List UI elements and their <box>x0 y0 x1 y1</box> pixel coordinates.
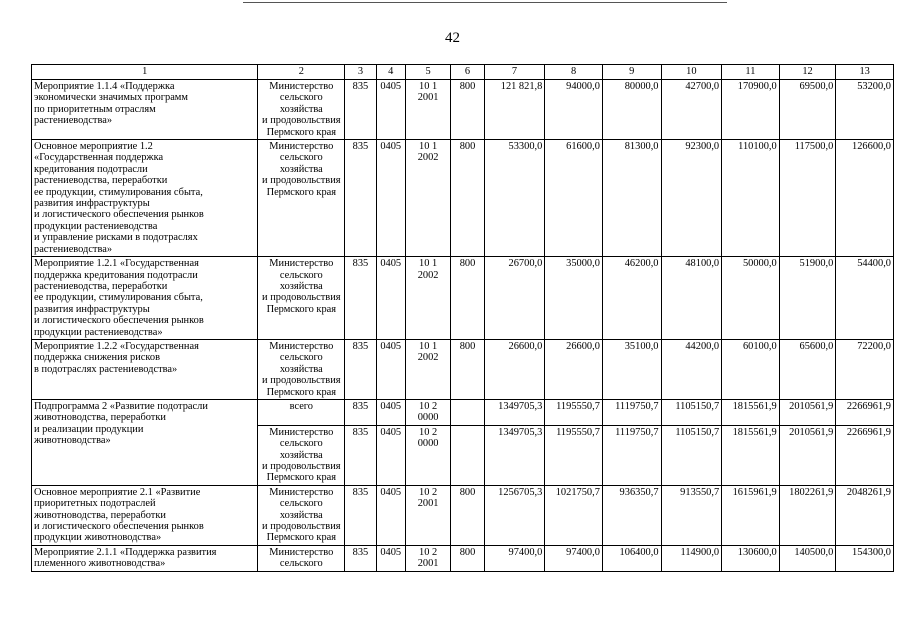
expense-type-cell: 800 <box>451 339 484 399</box>
cell-line: ее продукции, стимулирования сбыта, <box>34 292 203 304</box>
cell-line: 2001 <box>417 558 439 570</box>
cell-line: Основное мероприятие 1.2 <box>34 141 153 153</box>
grbs-code-cell: 835 <box>345 485 376 545</box>
cell-line: Министерство <box>269 546 334 558</box>
amount-cell-7: 1349705,3 <box>484 425 545 485</box>
target-code-cell <box>405 399 450 425</box>
amount-cell-8: 1195550,7 <box>545 425 603 485</box>
activity-name-cell <box>32 257 258 340</box>
budget-table <box>31 64 894 572</box>
cell-line: и продовольствия <box>262 115 341 127</box>
amount-cell-7: 1256705,3 <box>484 485 545 545</box>
amount-cell-13: 126600,0 <box>836 140 894 257</box>
cell-line: продукции растениеводства» <box>34 326 163 338</box>
executor-cell <box>258 485 345 545</box>
amount-cell-7: 121 821,8 <box>484 80 545 140</box>
amount-cell-8: 26600,0 <box>545 339 603 399</box>
cell-line: 0000 <box>417 438 439 450</box>
activity-name-cell <box>32 80 258 140</box>
target-code-cell <box>405 257 450 340</box>
expense-type-cell: 800 <box>451 545 484 571</box>
table-row <box>32 485 894 545</box>
cell-line: Мероприятие 2.1.1 «Поддержка развития <box>34 546 217 558</box>
target-code-cell <box>405 485 450 545</box>
cell-line: кредитования подотрасли <box>34 163 148 175</box>
amount-cell-7: 26700,0 <box>484 257 545 340</box>
cell-line: 10 2 <box>419 546 438 558</box>
amount-cell-13: 53200,0 <box>836 80 894 140</box>
expense-type-cell <box>451 399 484 425</box>
table-row <box>32 339 894 399</box>
cell-line: растениеводства» <box>34 243 113 255</box>
amount-cell-13: 54400,0 <box>836 257 894 340</box>
header-row <box>32 65 894 80</box>
target-code-cell <box>405 425 450 485</box>
cell-line: 10 2 <box>419 426 438 438</box>
cell-line: 2001 <box>417 92 439 104</box>
amount-cell-12: 69500,0 <box>779 80 836 140</box>
grbs-code-cell: 835 <box>345 80 376 140</box>
cell-line: Министерство <box>269 340 334 352</box>
cell-line: хозяйства <box>279 509 323 521</box>
cell-line: хозяйства <box>279 163 323 175</box>
activity-name-cell <box>32 545 258 571</box>
amount-cell-9: 936350,7 <box>602 485 661 545</box>
amount-cell-8: 94000,0 <box>545 80 603 140</box>
cell-line: Министерство <box>269 141 334 153</box>
cell-line: и реализации продукции <box>34 423 144 435</box>
cell-line: поддержка кредитования подотрасли <box>34 269 198 281</box>
cell-line: и логистического обеспечения рынков <box>34 521 204 533</box>
cell-line: сельского <box>279 152 323 164</box>
page-number: 42 <box>445 30 460 46</box>
section-code-cell: 0405 <box>376 545 405 571</box>
cell-line: животноводства» <box>34 435 111 447</box>
amount-cell-11: 1815561,9 <box>722 425 780 485</box>
amount-cell-8: 35000,0 <box>545 257 603 340</box>
cell-line: Мероприятие 1.2.1 «Государственная <box>34 258 199 270</box>
cell-line: сельского <box>279 92 323 104</box>
expense-type-cell: 800 <box>451 257 484 340</box>
cell-line: Пермского края <box>266 386 337 398</box>
section-code-cell: 0405 <box>376 339 405 399</box>
grbs-code-cell: 835 <box>345 425 376 485</box>
cell-line: развития инфраструктуры <box>34 303 150 315</box>
cell-line: Пермского края <box>266 186 337 198</box>
cell-line: сельского <box>279 438 323 450</box>
section-code-cell: 0405 <box>376 399 405 425</box>
cell-line: Пермского края <box>266 126 337 138</box>
section-code-cell: 0405 <box>376 80 405 140</box>
amount-cell-10: 1105150,7 <box>661 399 722 425</box>
cell-line: и продовольствия <box>262 292 341 304</box>
cell-line: сельского <box>279 269 323 281</box>
section-code-cell: 0405 <box>376 425 405 485</box>
cell-line: растениеводства, переработки <box>34 175 168 187</box>
cell-line: и управление рисками в подотраслях <box>34 232 198 244</box>
amount-cell-9: 80000,0 <box>602 80 661 140</box>
amount-cell-10: 114900,0 <box>661 545 722 571</box>
cell-line: 10 1 <box>419 340 438 352</box>
cell-line: 0000 <box>417 412 439 424</box>
cell-line: и продовольствия <box>262 521 341 533</box>
cell-line: экономически значимых программ <box>34 92 188 104</box>
column-number-3: 3 <box>345 65 376 80</box>
amount-cell-8: 1195550,7 <box>545 399 603 425</box>
amount-cell-12: 65600,0 <box>779 339 836 399</box>
executor-cell <box>258 399 345 425</box>
cell-line: «Государственная поддержка <box>34 152 164 164</box>
cell-line: 10 1 <box>419 141 438 153</box>
executor-cell <box>258 545 345 571</box>
executor-cell <box>258 425 345 485</box>
activity-name-cell <box>32 140 258 257</box>
target-code-cell <box>405 80 450 140</box>
amount-cell-10: 1105150,7 <box>661 425 722 485</box>
cell-line: всего <box>289 400 314 412</box>
cell-line: развития инфраструктуры <box>34 198 150 210</box>
activity-name-cell <box>32 339 258 399</box>
cell-line: продукции животноводства» <box>34 532 162 544</box>
cell-line: 2001 <box>417 498 439 510</box>
amount-cell-11: 130600,0 <box>722 545 780 571</box>
amount-cell-10: 48100,0 <box>661 257 722 340</box>
expense-type-cell: 800 <box>451 80 484 140</box>
grbs-code-cell: 835 <box>345 140 376 257</box>
cell-line: Основное мероприятие 2.1 «Развитие <box>34 486 201 498</box>
amount-cell-10: 913550,7 <box>661 485 722 545</box>
cell-line: по приоритетным отраслям <box>34 103 156 115</box>
cell-line: и логистического обеспечения рынков <box>34 315 204 327</box>
cell-line: Мероприятие 1.1.4 «Поддержка <box>34 81 175 92</box>
amount-cell-13: 2266961,9 <box>836 425 894 485</box>
amount-cell-12: 2010561,9 <box>779 399 836 425</box>
amount-cell-9: 35100,0 <box>602 339 661 399</box>
table-row <box>32 399 894 425</box>
cell-line: Мероприятие 1.2.2 «Государственная <box>34 340 199 352</box>
amount-cell-13: 2048261,9 <box>836 485 894 545</box>
table-row <box>32 140 894 257</box>
section-code-cell: 0405 <box>376 257 405 340</box>
cell-line: Министерство <box>269 426 334 438</box>
cell-line: поддержка снижения рисков <box>34 352 160 364</box>
table-row <box>32 80 894 140</box>
cell-line: сельского <box>279 558 323 570</box>
cell-line: ее продукции, стимулирования сбыта, <box>34 186 203 198</box>
cell-line: растениеводства, переработки <box>34 280 168 292</box>
cell-line: Подпрограмма 2 «Развитие подотрасли <box>34 400 208 412</box>
amount-cell-9: 46200,0 <box>602 257 661 340</box>
top-rule <box>243 2 727 3</box>
amount-cell-7: 26600,0 <box>484 339 545 399</box>
executor-cell <box>258 257 345 340</box>
grbs-code-cell: 835 <box>345 339 376 399</box>
amount-cell-13: 2266961,9 <box>836 399 894 425</box>
amount-cell-11: 110100,0 <box>722 140 780 257</box>
amount-cell-8: 1021750,7 <box>545 485 603 545</box>
amount-cell-10: 44200,0 <box>661 339 722 399</box>
cell-line: Министерство <box>269 486 334 498</box>
column-number-7: 7 <box>484 65 545 80</box>
amount-cell-11: 50000,0 <box>722 257 780 340</box>
amount-cell-8: 61600,0 <box>545 140 603 257</box>
activity-name-cell <box>32 399 258 485</box>
amount-cell-7: 53300,0 <box>484 140 545 257</box>
amount-cell-12: 2010561,9 <box>779 425 836 485</box>
cell-line: хозяйства <box>279 280 323 292</box>
cell-line: племенного животноводства» <box>34 558 166 570</box>
amount-cell-9: 106400,0 <box>602 545 661 571</box>
cell-line: животноводства, переработки <box>34 509 166 521</box>
cell-line: Пермского края <box>266 303 337 315</box>
cell-line: 10 1 <box>419 81 438 92</box>
amount-cell-12: 140500,0 <box>779 545 836 571</box>
column-number-13: 13 <box>836 65 894 80</box>
column-number-10: 10 <box>661 65 722 80</box>
cell-line: Пермского края <box>266 472 337 484</box>
section-code-cell: 0405 <box>376 140 405 257</box>
amount-cell-11: 170900,0 <box>722 80 780 140</box>
cell-line: хозяйства <box>279 363 323 375</box>
grbs-code-cell: 835 <box>345 545 376 571</box>
cell-line: хозяйства <box>279 449 323 461</box>
cell-line: хозяйства <box>279 103 323 115</box>
cell-line: и логистического обеспечения рынков <box>34 209 204 221</box>
amount-cell-10: 92300,0 <box>661 140 722 257</box>
amount-cell-9: 1119750,7 <box>602 425 661 485</box>
amount-cell-12: 117500,0 <box>779 140 836 257</box>
expense-type-cell <box>451 425 484 485</box>
cell-line: растениеводства» <box>34 115 113 127</box>
amount-cell-8: 97400,0 <box>545 545 603 571</box>
cell-line: 10 1 <box>419 258 438 270</box>
cell-line: 2002 <box>417 152 439 164</box>
executor-cell <box>258 339 345 399</box>
cell-line: продукции растениеводства <box>34 220 158 232</box>
column-number-2: 2 <box>258 65 345 80</box>
column-number-6: 6 <box>451 65 484 80</box>
cell-line: в подотраслях растениеводства» <box>34 363 178 375</box>
column-number-11: 11 <box>722 65 780 80</box>
cell-line: животноводства, переработки <box>34 412 166 424</box>
cell-line: Министерство <box>269 81 334 92</box>
cell-line: 2002 <box>417 352 439 364</box>
cell-line: сельского <box>279 352 323 364</box>
cell-line: и продовольствия <box>262 175 341 187</box>
amount-cell-9: 81300,0 <box>602 140 661 257</box>
table-row <box>32 257 894 340</box>
table-row <box>32 545 894 571</box>
expense-type-cell: 800 <box>451 140 484 257</box>
cell-line: приоритетных подотраслей <box>34 498 156 510</box>
amount-cell-12: 1802261,9 <box>779 485 836 545</box>
amount-cell-13: 154300,0 <box>836 545 894 571</box>
executor-cell <box>258 80 345 140</box>
amount-cell-11: 1815561,9 <box>722 399 780 425</box>
target-code-cell <box>405 140 450 257</box>
cell-line: Пермского края <box>266 532 337 544</box>
cell-line: 10 2 <box>419 400 438 412</box>
amount-cell-12: 51900,0 <box>779 257 836 340</box>
grbs-code-cell: 835 <box>345 257 376 340</box>
section-code-cell: 0405 <box>376 485 405 545</box>
column-number-5: 5 <box>405 65 450 80</box>
cell-line: и продовольствия <box>262 461 341 472</box>
cell-line: сельского <box>279 498 323 510</box>
amount-cell-13: 72200,0 <box>836 339 894 399</box>
cell-line: 2002 <box>417 269 439 281</box>
target-code-cell <box>405 545 450 571</box>
amount-cell-7: 97400,0 <box>484 545 545 571</box>
column-number-8: 8 <box>545 65 603 80</box>
column-number-1: 1 <box>32 65 258 80</box>
column-number-12: 12 <box>779 65 836 80</box>
column-number-4: 4 <box>376 65 405 80</box>
amount-cell-7: 1349705,3 <box>484 399 545 425</box>
amount-cell-10: 42700,0 <box>661 80 722 140</box>
amount-cell-11: 1615961,9 <box>722 485 780 545</box>
cell-line: и продовольствия <box>262 375 341 387</box>
cell-line: 10 2 <box>419 486 438 498</box>
amount-cell-9: 1119750,7 <box>602 399 661 425</box>
column-number-9: 9 <box>602 65 661 80</box>
grbs-code-cell: 835 <box>345 399 376 425</box>
target-code-cell <box>405 339 450 399</box>
expense-type-cell: 800 <box>451 485 484 545</box>
executor-cell <box>258 140 345 257</box>
cell-line: Министерство <box>269 258 334 270</box>
activity-name-cell <box>32 485 258 545</box>
amount-cell-11: 60100,0 <box>722 339 780 399</box>
